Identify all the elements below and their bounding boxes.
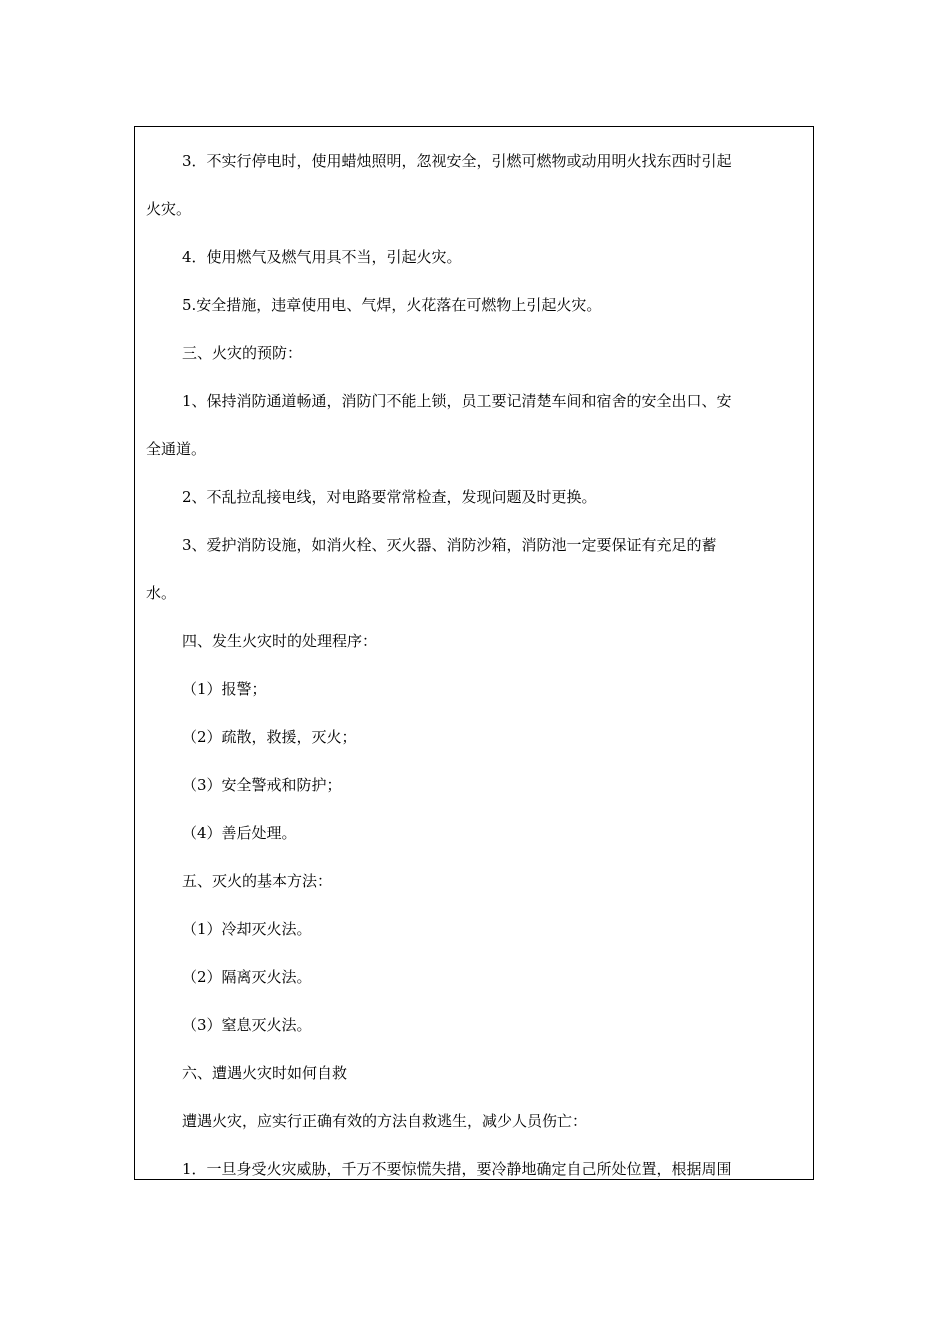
- paragraph-line: 5.安全措施，违章使用电、气焊，火花落在可燃物上引起火灾。: [182, 296, 602, 314]
- list-item: （1）报警；: [182, 680, 267, 698]
- section-heading: 四、发生火灾时的处理程序：: [182, 632, 378, 650]
- document-frame: [134, 126, 814, 1180]
- paragraph-line: 3、爱护消防设施，如消火栓、灭火器、消防沙箱，消防池一定要保证有充足的蓄: [182, 536, 717, 554]
- list-item: （2）疏散，救援，灭火；: [182, 728, 357, 746]
- list-item: （3）窒息灭火法。: [182, 1016, 312, 1034]
- paragraph-line: 2、不乱拉乱接电线，对电路要常常检查，发现问题及时更换。: [182, 488, 597, 506]
- list-item: （2）隔离灭火法。: [182, 968, 312, 986]
- list-item: （4）善后处理。: [182, 824, 297, 842]
- paragraph-line: 火灾。: [146, 200, 192, 218]
- paragraph-line: 4．使用燃气及燃气用具不当，引起火灾。: [182, 248, 462, 266]
- section-heading: 六、遭遇火灾时如何自救: [182, 1064, 348, 1082]
- list-item: （1）冷却灭火法。: [182, 920, 312, 938]
- paragraph-line: 3．不实行停电时，使用蜡烛照明，忽视安全，引燃可燃物或动用明火找东西时引起: [182, 152, 732, 170]
- section-heading: 三、火灾的预防：: [182, 344, 303, 362]
- paragraph-line: 全通道。: [146, 440, 207, 458]
- paragraph-line: 1．一旦身受火灾威胁，千万不要惊慌失措，要冷静地确定自己所处位置，根据周围: [182, 1160, 732, 1178]
- paragraph-line: 水。: [146, 584, 177, 602]
- section-heading: 五、灭火的基本方法：: [182, 872, 333, 890]
- paragraph-line: 遭遇火灾，应实行正确有效的方法自救逃生，减少人员伤亡：: [182, 1112, 588, 1130]
- paragraph-line: 1、保持消防通道畅通，消防门不能上锁，员工要记清楚车间和宿舍的安全出口、安: [182, 392, 732, 410]
- list-item: （3）安全警戒和防护；: [182, 776, 342, 794]
